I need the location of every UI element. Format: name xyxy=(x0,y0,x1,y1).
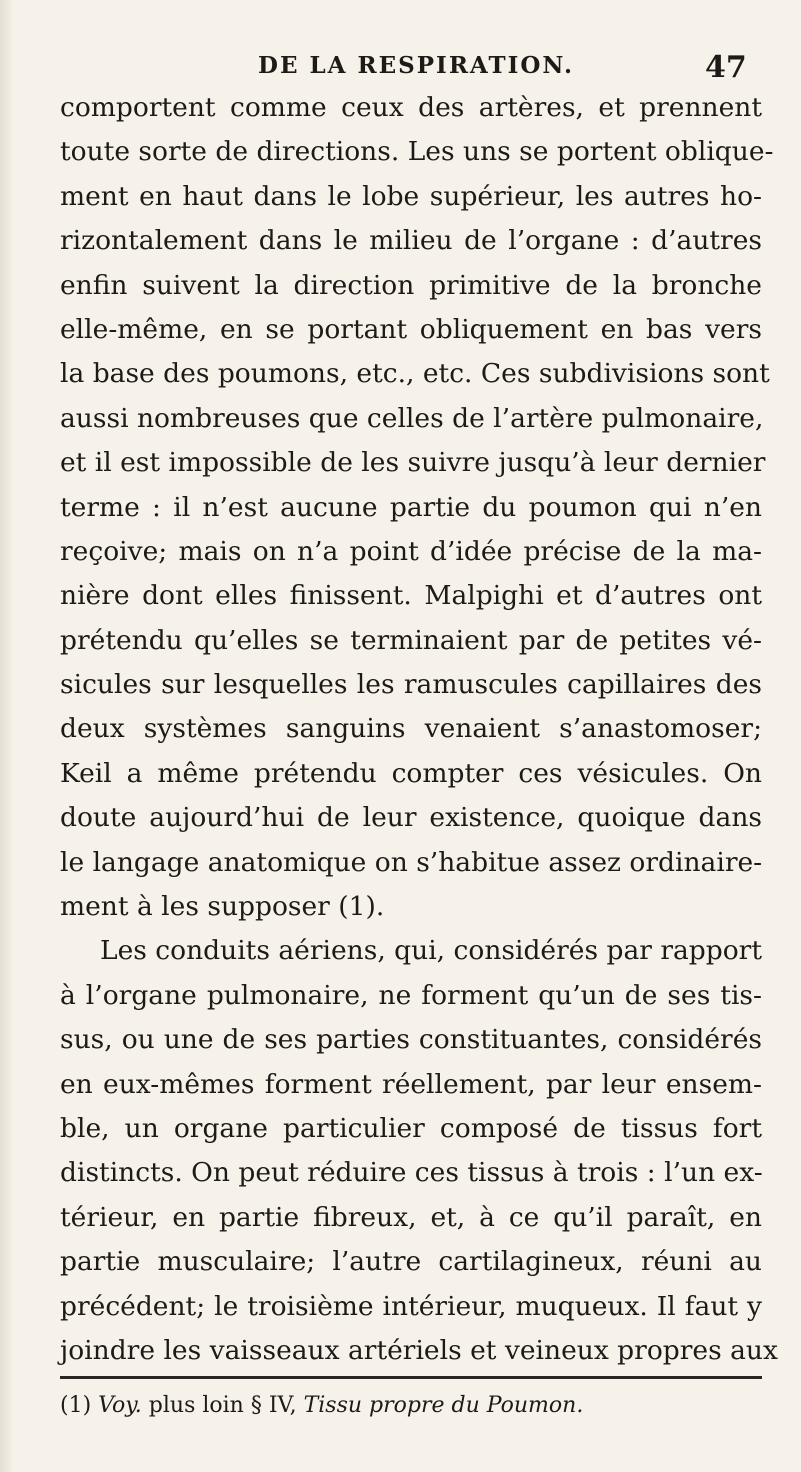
text-line: prétendu qu’elles se terminaient par de petites vé- xyxy=(60,624,762,656)
text-line: rizontalement dans le milieu de l’organe : d’autres xyxy=(60,225,762,257)
footnote-title: Tissu propre du Poumon. xyxy=(303,1393,584,1418)
running-title: DE LA RESPIRATION. xyxy=(258,52,574,79)
text-line: ment en haut dans le lobe supérieur, les autres ho- xyxy=(60,180,762,212)
text-line: et il est impossible de les suivre jusqu’à leur dernier xyxy=(60,447,766,479)
footnote-abbrev: Voy. xyxy=(98,1393,142,1418)
footnote-marker: (1) xyxy=(60,1393,92,1418)
text-line: distincts. On peut réduire ces tissus à trois : l’un ex- xyxy=(60,1157,763,1189)
text-line: nière dont elles finissent. Malpighi et d’autres ont xyxy=(60,580,762,612)
body-text xyxy=(60,86,778,1373)
text-line: doute aujourd’hui de leur existence, quoique dans xyxy=(60,802,762,834)
footnote xyxy=(60,1393,583,1418)
text-line: sus, ou une de ses parties constituantes, considérés xyxy=(60,1024,762,1056)
text-line: sicules sur lesquelles les ramuscules capillaires des xyxy=(60,669,762,701)
footnote-text: plus loin § IV, xyxy=(148,1393,297,1418)
text-line: en eux-mêmes forment réellement, par leur ensem- xyxy=(60,1068,762,1100)
text-line: joindre les vaisseaux artériels et veineux propres aux xyxy=(60,1334,778,1366)
text-line: enfin suivent la direction primitive de la bronche xyxy=(60,269,762,301)
text-line: toute sorte de directions. Les uns se portent oblique- xyxy=(60,136,774,168)
text-line: la base des poumons, etc., etc. Ces subdivisions sont xyxy=(60,358,770,390)
text-line: aussi nombreuses que celles de l’artère pulmonaire, xyxy=(60,402,764,434)
text-line: elle-même, en se portant obliquement en bas vers xyxy=(60,313,762,345)
text-line: reçoive; mais on n’a point d’idée précise de la ma- xyxy=(60,535,762,567)
text-line: Keil a même prétendu compter ces vésicules. On xyxy=(60,757,762,789)
scan-edge xyxy=(0,0,14,1472)
page-number: 47 xyxy=(705,50,747,85)
text-line: ble, un organe particulier composé de tissus fort xyxy=(60,1112,762,1144)
text-line: ment à les supposer (1). xyxy=(60,891,385,923)
footnote-rule xyxy=(60,1376,762,1379)
text-line: terme : il n’est aucune partie du poumon qui n’en xyxy=(60,491,762,523)
text-line: à l’organe pulmonaire, ne forment qu’un de ses tis- xyxy=(60,979,762,1011)
text-line: comportent comme ceux des artères, et prennent xyxy=(60,92,762,123)
text-line: Les conduits aériens, qui, considérés par rapport xyxy=(100,935,762,967)
text-line: le langage anatomique on s’habitue assez ordinaire- xyxy=(60,846,763,878)
text-line: térieur, en partie fibreux, et, à ce qu’il paraît, en xyxy=(60,1201,762,1233)
text-line: deux systèmes sanguins venaient s’anastomoser; xyxy=(60,713,762,745)
text-line: partie musculaire; l’autre cartilagineux, réuni au xyxy=(60,1246,762,1278)
text-line: précédent; le troisième intérieur, muqueux. Il faut y xyxy=(60,1290,762,1322)
